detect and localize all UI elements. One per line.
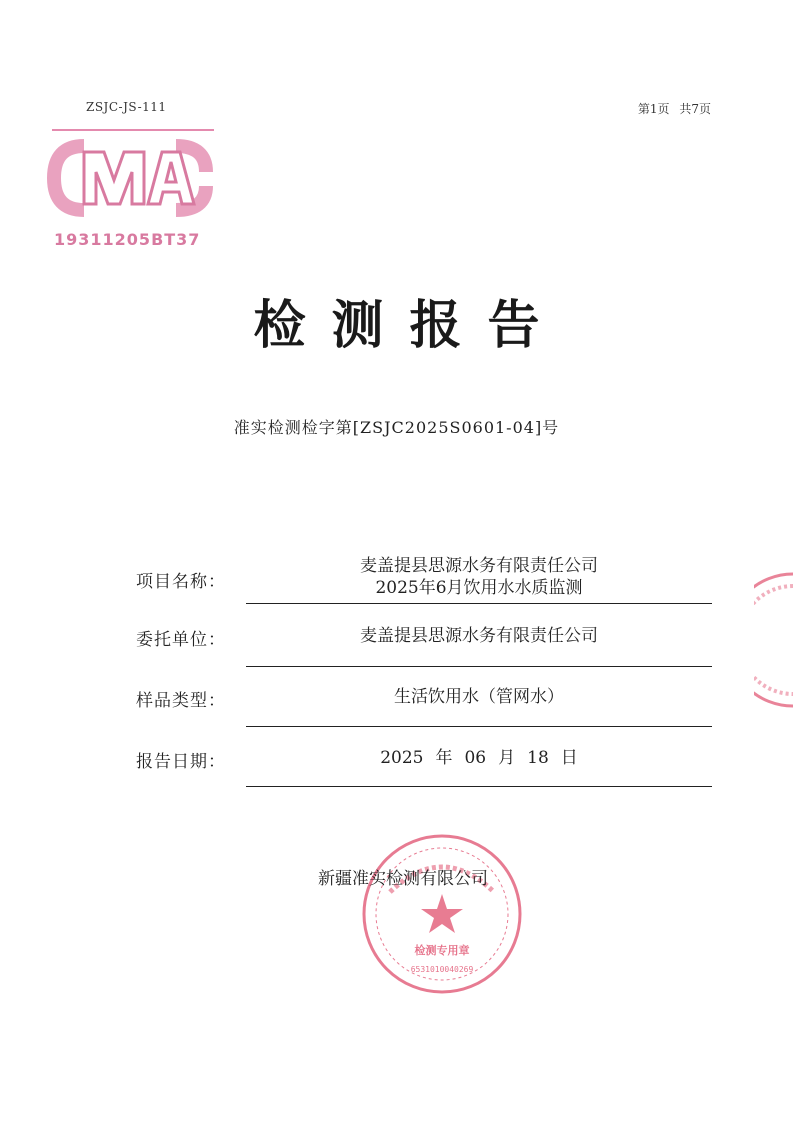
- report-date-label: 报告日期：: [136, 752, 226, 772]
- date-day: 18: [527, 748, 549, 768]
- date-month: 06: [464, 748, 487, 768]
- date-year-unit: 年: [435, 748, 453, 768]
- issuing-company: 新疆准实检测有限公司: [318, 869, 488, 889]
- project-name-underline: [246, 603, 712, 604]
- edge-seal-icon: [754, 570, 793, 710]
- project-name-line1: 麦盖提县思源水务有限责任公司: [360, 556, 598, 576]
- project-name-label: 项目名称：: [136, 572, 226, 592]
- date-month-unit: 月: [498, 748, 516, 768]
- page-number: [638, 100, 711, 117]
- cma-certificate-number: 19311205BT37: [54, 230, 201, 249]
- sample-type-label: 样品类型：: [136, 691, 226, 711]
- svg-text:6531010040269: 6531010040269: [410, 965, 474, 974]
- report-date-value: [246, 747, 712, 769]
- project-name-line2: 2025年6月饮用水水质监测: [375, 578, 583, 598]
- svg-text:检测专用章: 检测专用章: [414, 944, 470, 957]
- sample-type-underline: [246, 726, 712, 727]
- document-code: ZSJC-JS-111: [86, 100, 167, 114]
- client-underline: [246, 666, 712, 667]
- project-name-row: [136, 555, 712, 605]
- page-title: 检测报告: [253, 295, 566, 356]
- sample-type-row: [136, 686, 712, 730]
- page-current: 第1页: [637, 102, 670, 116]
- report-date-row: [136, 747, 712, 791]
- sample-type-value: 生活饮用水（管网水）: [394, 687, 564, 707]
- report-number: 准实检测检字第[ZSJC2025S0601-04]号: [233, 418, 560, 437]
- page-total: 共7页: [679, 102, 711, 116]
- client-value: 麦盖提县思源水务有限责任公司: [360, 626, 598, 646]
- official-seal-icon: [360, 832, 524, 996]
- client-row: [136, 625, 712, 669]
- client-label: 委托单位：: [136, 630, 226, 650]
- date-year: 2025: [380, 748, 424, 768]
- report-date-underline: [246, 786, 712, 787]
- date-day-unit: 日: [560, 748, 578, 768]
